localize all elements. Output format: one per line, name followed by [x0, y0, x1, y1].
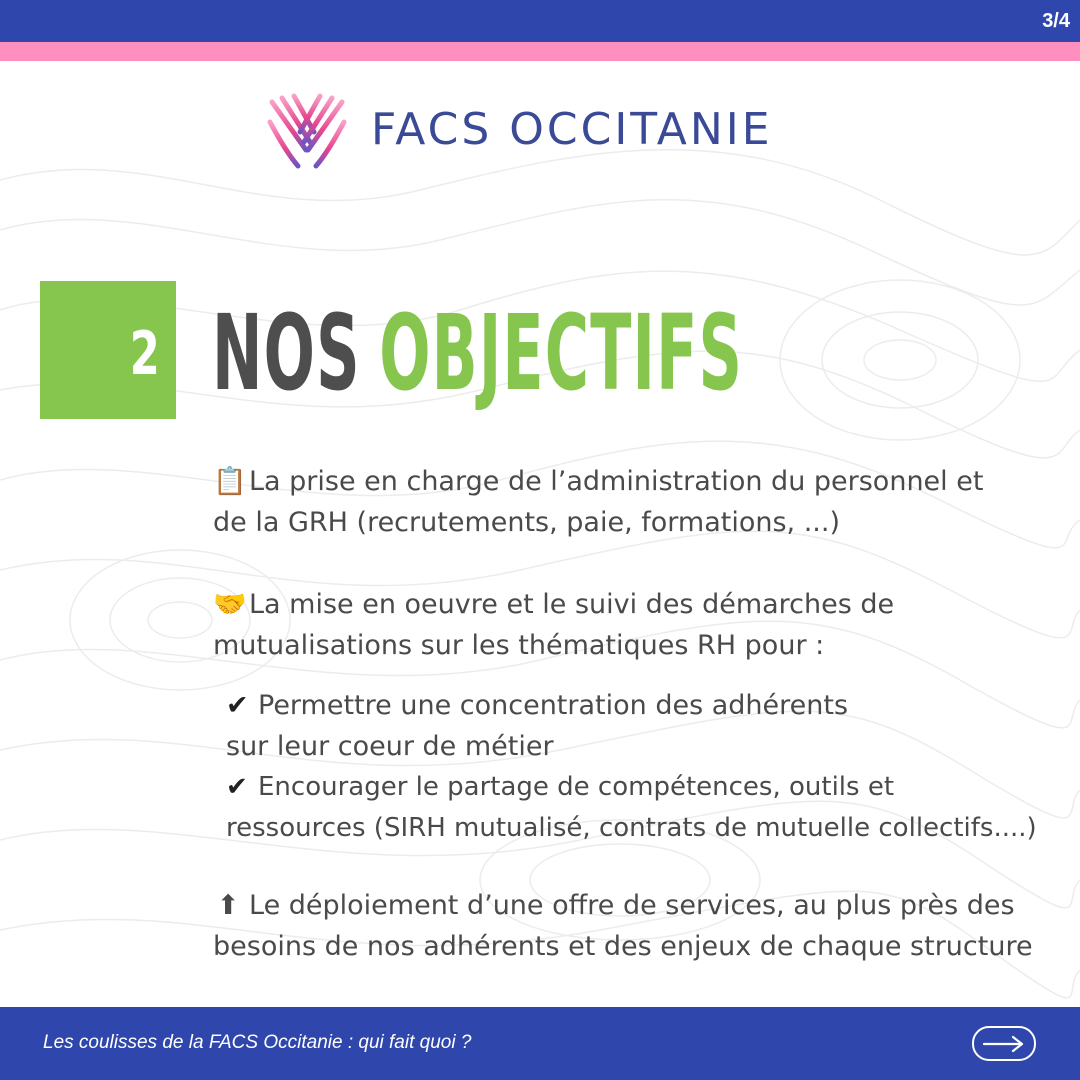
up-arrow-icon: ⬆: [216, 890, 240, 921]
sub-objective-2: [226, 767, 1037, 849]
sub-objective-2-line1: Encourager le partage de compétences, outils et: [258, 772, 895, 802]
top-bar: [0, 0, 1080, 42]
objective-2-line2: mutualisations sur les thématiques RH pour :: [213, 630, 825, 661]
arrow-right-icon: [982, 1034, 1026, 1054]
check-icon: ✔: [226, 690, 249, 721]
accent-stripe: [0, 42, 1080, 61]
objective-2-line1: La mise en oeuvre et le suivi des démarches de: [249, 589, 895, 620]
objective-item-3: [213, 885, 1033, 967]
section-number-box: [40, 281, 176, 419]
objective-item-1: [213, 461, 983, 543]
objective-3-line1: Le déploiement d’une offre de services, au plus près des: [249, 890, 1015, 921]
sub-objective-1-line1: Permettre une concentration des adhérents: [258, 690, 849, 721]
objective-1-line1: La prise en charge de l’administration du personnel et: [249, 466, 984, 497]
handshake-icon: 🤝: [213, 589, 247, 620]
sub-objective-1: [226, 685, 848, 767]
section-number: 2: [129, 319, 160, 389]
bottom-bar: [0, 1007, 1080, 1080]
sub-objective-1-line2: sur leur coeur de métier: [226, 731, 554, 762]
next-button[interactable]: [972, 1026, 1036, 1061]
objective-3-line2: besoins de nos adhérents et des enjeux de chaque structure: [213, 931, 1033, 962]
brand-name: FACS OCCITANIE: [371, 104, 773, 155]
objective-item-2: [213, 584, 894, 666]
check-icon: ✔: [226, 772, 248, 802]
objective-1-line2: de la GRH (recrutements, paie, formations, ...): [213, 507, 840, 538]
page-indicator: 3/4: [1042, 10, 1070, 32]
sub-objective-2-line2: ressources (SIRH mutualisé, contrats de mutuelle collectifs....): [226, 813, 1037, 843]
section-title: [212, 292, 743, 414]
facs-logo-icon: [266, 92, 348, 172]
footer-caption: Les coulisses de la FACS Occitanie : qui fait quoi ?: [43, 1032, 472, 1053]
section-title-part2: OBJECTIFS: [379, 292, 744, 414]
clipboard-icon: 📋: [213, 466, 247, 497]
section-title-part1: NOS: [212, 292, 361, 414]
brand-logo: [266, 92, 826, 176]
